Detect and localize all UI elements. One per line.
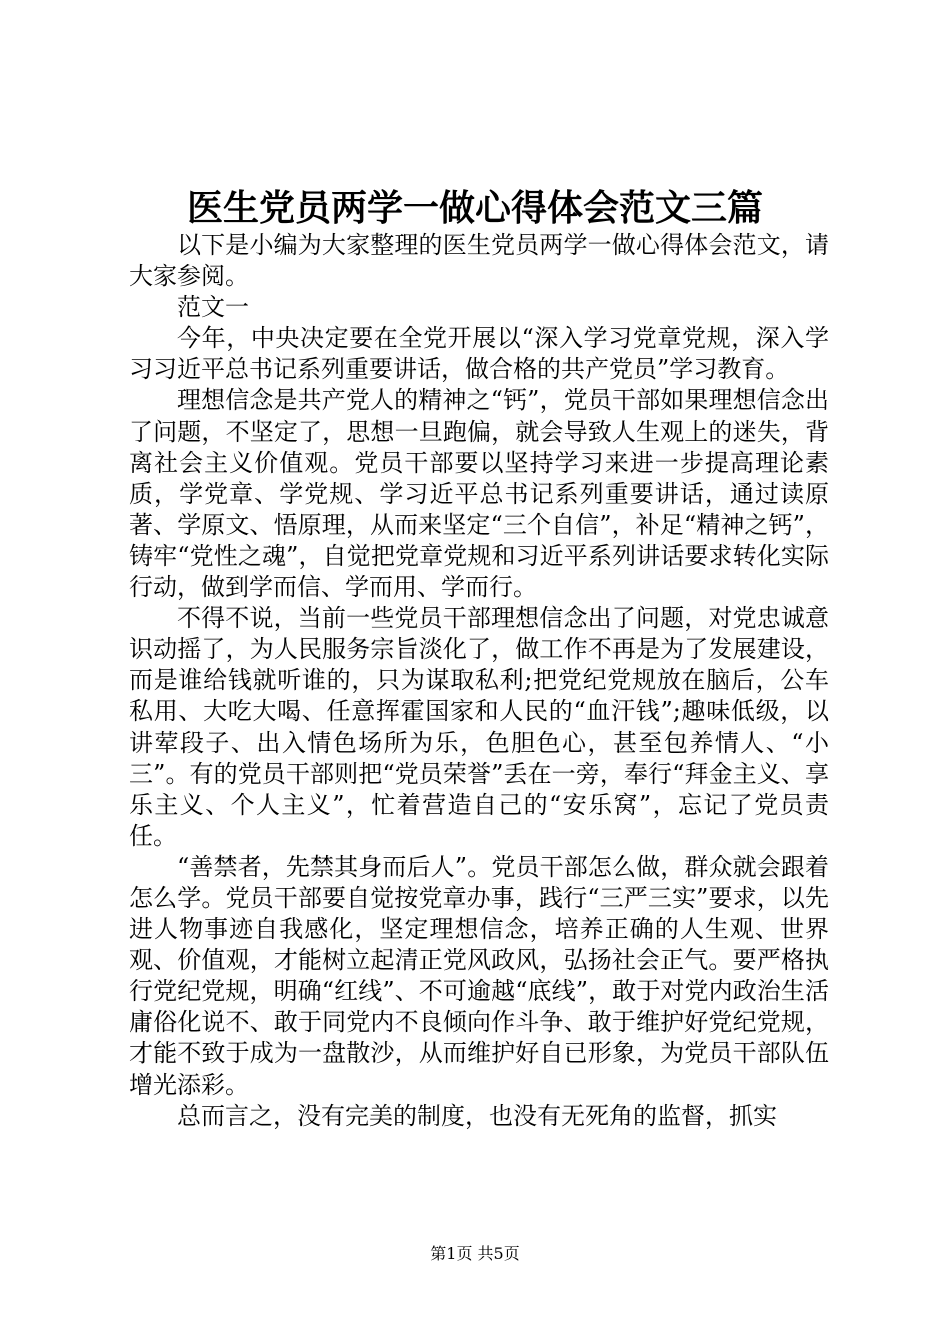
paragraph: 不得不说，当前一些党员干部理想信念出了问题，对党忠诚意识动摇了，为人民服务宗旨淡化了，做工作不再是为了发展建设，而是谁给钱就听谁的，只为谋取私利;把党纪党规放在脑后，公车私用、大吃大喝、任意挥霍国家和人民的“血汗钱”;趣味低级，以讲荤段子、出入情色场所为乐，色胆色心，甚至包养情人、“小三”。有的党员干部则把“党员荣誉”丢在一旁，奉行“拜金主义、享乐主义、个人主义”，忙着营造自己的“安乐窝”，忘记了党员责任。 bbox=[129, 604, 829, 850]
document-body bbox=[129, 230, 829, 1132]
page-footer: 第1页 共5页 bbox=[430, 1244, 520, 1263]
document-title: 医生党员两学一做心得体会范文三篇 bbox=[186, 187, 763, 229]
paragraph: 今年，中央决定要在全党开展以“深入学习党章党规，深入学习习近平总书记系列重要讲话，做合格的共产党员”学习教育。 bbox=[129, 324, 829, 384]
paragraph-intro: 以下是小编为大家整理的医生党员两学一做心得体会范文，请大家参阅。 bbox=[129, 231, 829, 291]
paragraph: 理想信念是共产党人的精神之“钙”，党员干部如果理想信念出了问题，不坚定了，思想一旦跑偏，就会导致人生观上的迷失，背离社会主义价值观。党员干部要以坚持学习来进一步提高理论素质，学党章、学党规、学习近平总书记系列重要讲话，通过读原著、学原文、悟原理，从而来坚定“三个自信”，补足“精神之钙”，铸牢“党性之魂”，自觉把党章党规和习近平系列讲话要求转化实际行动，做到学而信、学而用、学而行。 bbox=[129, 386, 829, 602]
paragraph: “善禁者，先禁其身而后人”。党员干部怎么做，群众就会跟着怎么学。党员干部要自觉按党章办事，践行“三严三实”要求，以先进人物事迹自我感化，坚定理想信念，培养正确的人生观、世界观、价值观，才能树立起清正党风政风，弘扬社会正气。要严格执行党纪党规，明确“红线”、不可逾越“底线”，敢于对党内政治生活庸俗化说不、敢于同党内不良倾向作斗争、敢于维护好党纪党规，才能不致于成为一盘散沙，从而维护好自已形象，为党员干部队伍增光添彩。 bbox=[129, 852, 829, 1099]
paragraph-section-heading: 范文一 bbox=[177, 293, 249, 322]
paragraph: 总而言之，没有完美的制度，也没有无死角的监督，抓实 bbox=[177, 1101, 777, 1130]
